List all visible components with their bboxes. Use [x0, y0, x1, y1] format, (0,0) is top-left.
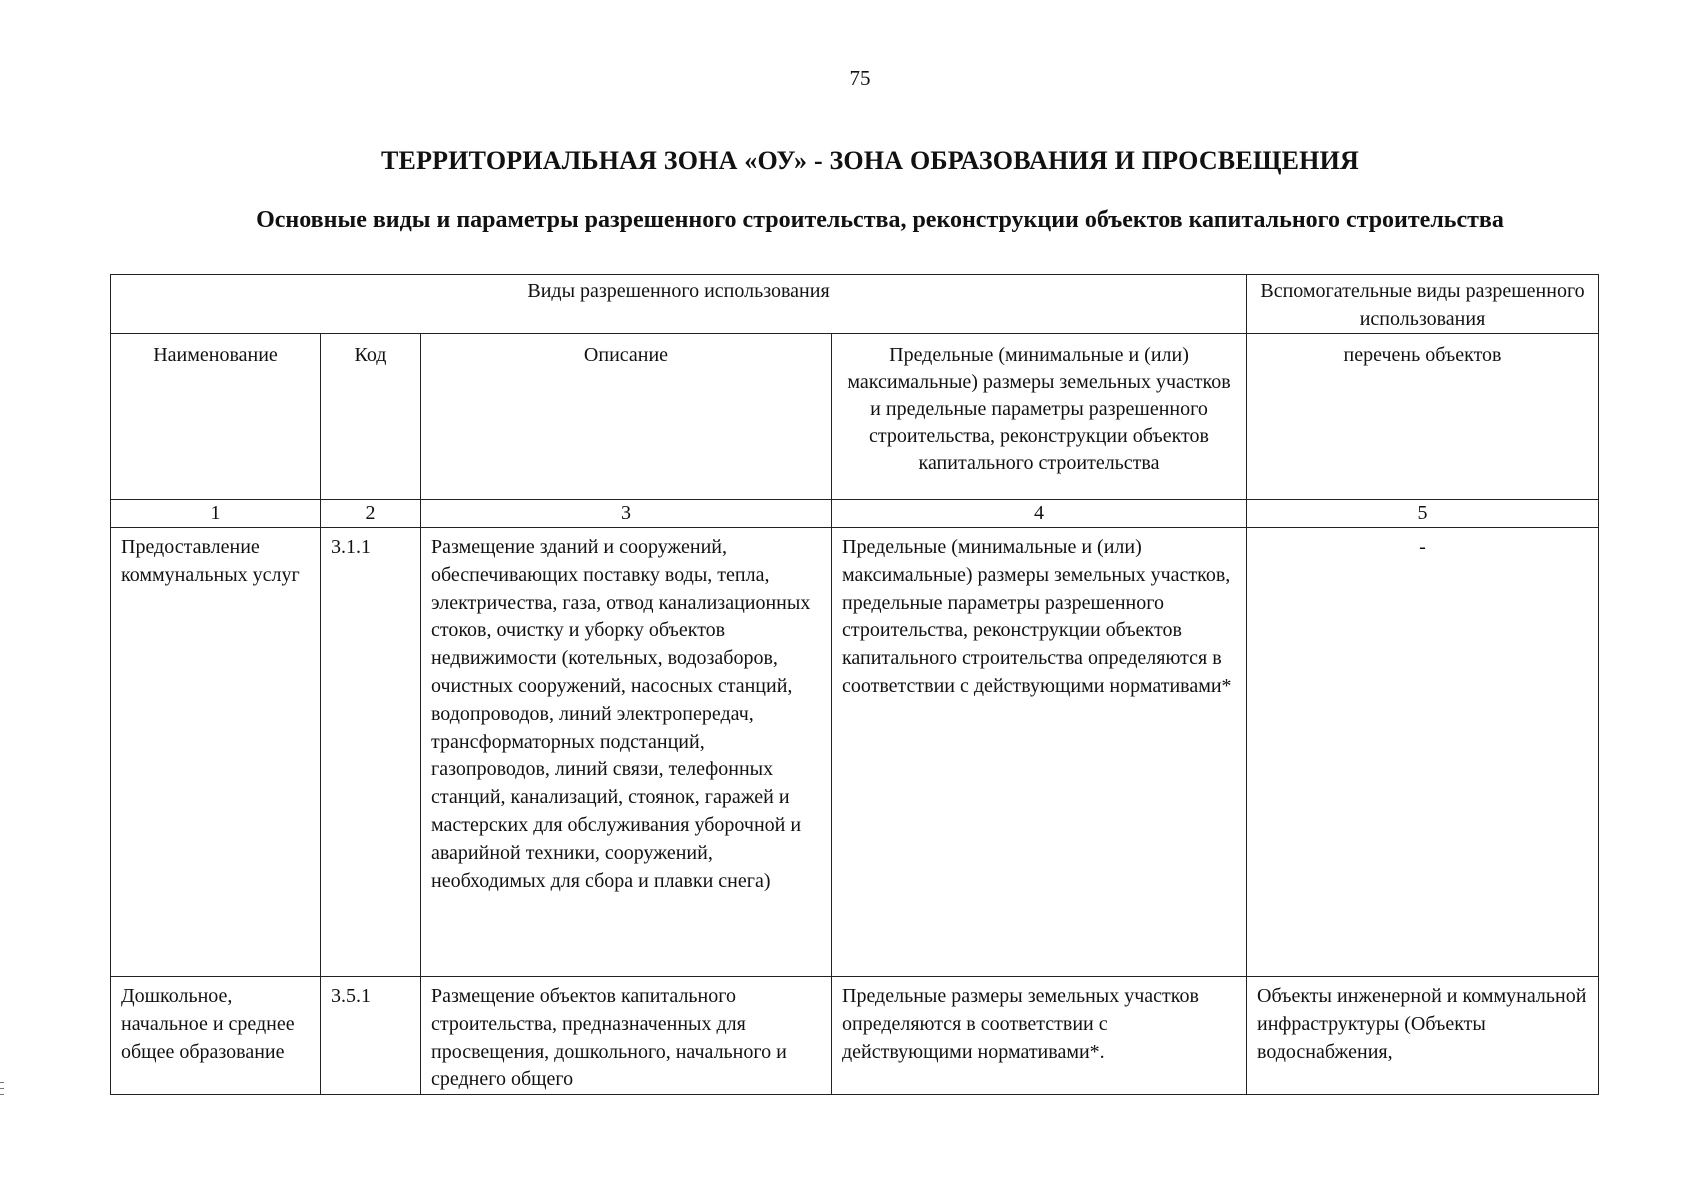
zone-title: ТЕРРИТОРИАЛЬНАЯ ЗОНА «ОУ» - ЗОНА ОБРАЗОВАНИЯ И ПРОСВЕЩЕНИЯ [380, 146, 1360, 175]
table-row [111, 977, 1599, 1095]
column-number: 5 [1247, 500, 1599, 528]
use-name-cell: Предоставление коммунальных услуг [111, 528, 321, 977]
section-title: Основные виды и параметры разрешенного строительства, реконструкции объектов капитального строительства [256, 207, 1504, 233]
column-number-row [111, 500, 1599, 528]
scan-margin-mark [0, 1082, 4, 1083]
table-row [111, 528, 1599, 977]
use-code-cell: 3.5.1 [321, 977, 421, 1095]
column-number: 4 [832, 500, 1247, 528]
column-number: 2 [321, 500, 421, 528]
scan-margin-mark [0, 1094, 4, 1095]
auxiliary-objects-cell: - [1247, 528, 1599, 977]
column-header-description: Описание [421, 334, 832, 500]
use-limits-cell: Предельные (минимальные и (или) максимальные) размеры земельных участков, предельные параметры разрешенного строительства, реконструкции объектов капитального строительства определяются в соответствии с действующими нормативами* [832, 528, 1247, 977]
scan-margin-mark [0, 1088, 4, 1089]
table-group-header-row [111, 275, 1599, 334]
column-number: 3 [421, 500, 832, 528]
use-name-cell: Дошкольное, начальное и среднее общее образование [111, 977, 321, 1095]
use-code-cell: 3.1.1 [321, 528, 421, 977]
column-header-limits: Предельные (минимальные и (или) максимальные) размеры земельных участков и предельные параметры разрешенного строительства, реконструкции объектов капитального строительства [832, 334, 1247, 500]
use-description-cell: Размещение объектов капитального строительства, предназначенных для просвещения, дошкольного, начального и среднего общего [421, 977, 832, 1095]
table-column-header-row [111, 334, 1599, 500]
auxiliary-types-header: Вспомогательные виды разрешенного использования [1247, 275, 1599, 334]
column-header-code: Код [321, 334, 421, 500]
column-header-name: Наименование [111, 334, 321, 500]
use-limits-cell: Предельные размеры земельных участков определяются в соответствии с действующими нормативами*. [832, 977, 1247, 1095]
page-number: 75 [849, 66, 871, 90]
usage-types-header: Виды разрешенного использования [111, 275, 1247, 334]
permitted-use-table [110, 274, 1599, 1095]
column-number: 1 [111, 500, 321, 528]
auxiliary-objects-cell: Объекты инженерной и коммунальной инфраструктуры (Объекты водоснабжения, [1247, 977, 1599, 1095]
column-header-object-list: перечень объектов [1247, 334, 1599, 500]
use-description-cell: Размещение зданий и сооружений, обеспечивающих поставку воды, тепла, электричества, газа, отвод канализационных стоков, очистку и уборку объектов недвижимости (котельных, водозаборов, очистных сооружений, насосных станций, водопроводов, линий электропередач, трансформаторных подстанций, газопроводов, линий связи, телефонных станций, канализаций, стоянок, гаражей и мастерских для обслуживания уборочной и аварийной техники, сооружений, необходимых для сбора и плавки снега) [421, 528, 832, 977]
